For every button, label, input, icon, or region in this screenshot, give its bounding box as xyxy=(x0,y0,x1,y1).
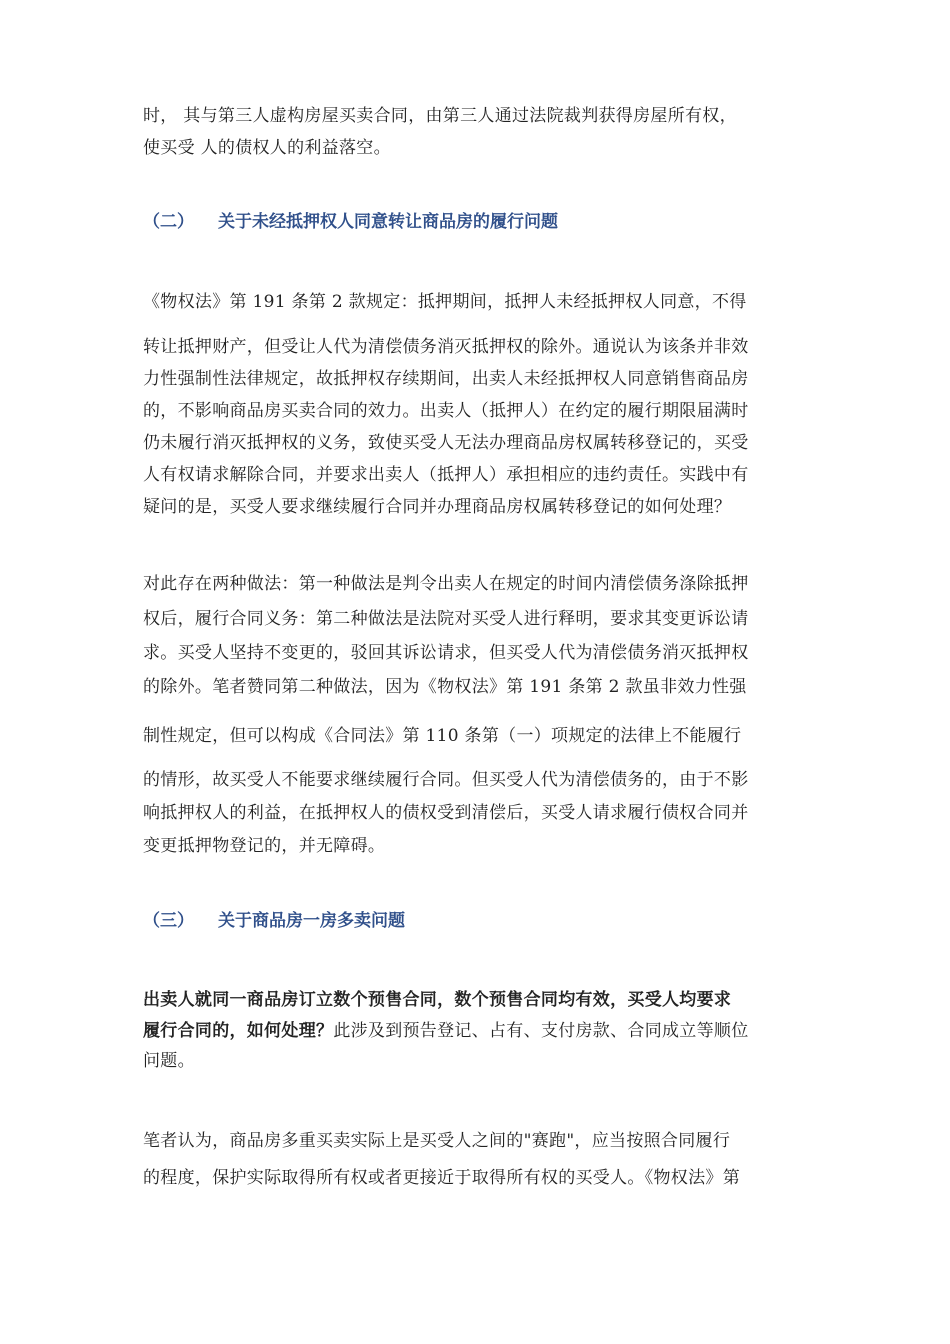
paragraph-line: 求。买受人坚持不变更的，驳回其诉讼请求，但买受人代为清偿债务消灭抵押权 xyxy=(143,643,749,663)
section-title: 关于未经抵押权人同意转让商品房的履行问题 xyxy=(218,212,558,232)
paragraph-line: 的程度，保护实际取得所有权或者更接近于取得所有权的买受人。《物权法》第 xyxy=(143,1168,740,1188)
paragraph-line: 力性强制性法律规定，故抵押权存续期间，出卖人未经抵押权人同意销售商品房 xyxy=(143,369,749,389)
paragraph-line: 出卖人就同一商品房订立数个预售合同，数个预售合同均有效，买受人均要求 xyxy=(143,990,732,1010)
paragraph-line: 响抵押权人的利益，在抵押权人的债权受到清偿后，买受人请求履行债权合同并 xyxy=(143,803,749,823)
paragraph-line: 人有权请求解除合同，并要求出卖人（抵押人）承担相应的违约责任。实践中有 xyxy=(143,465,749,485)
paragraph-line: 对此存在两种做法：第一种做法是判令出卖人在规定的时间内清偿债务涤除抵押 xyxy=(143,574,749,594)
paragraph-line: 疑问的是，买受人要求继续履行合同并办理商品房权属转移登记的如何处理？ xyxy=(143,497,732,517)
paragraph-line: 仍未履行消灭抵押权的义务，致使买受人无法办理商品房权属转移登记的，买受 xyxy=(143,433,749,453)
paragraph-line: 变更抵押物登记的，并无障碍。 xyxy=(143,836,386,856)
paragraph-line: 的，不影响商品房买卖合同的效力。出卖人（抵押人）在约定的履行期限届满时 xyxy=(143,401,749,421)
paragraph-line: 的除外。笔者赞同第二种做法，因为《物权法》第 191 条第 2 款虽非效力性强 xyxy=(143,677,747,697)
paragraph-line: 使买受 人的债权人的利益落空。 xyxy=(143,138,391,158)
paragraph-line: 转让抵押财产，但受让人代为清偿债务消灭抵押权的除外。通说认为该条并非效 xyxy=(143,337,749,357)
paragraph-line: 笔者认为，商品房多重买卖实际上是买受人之间的"赛跑"，应当按照合同履行 xyxy=(143,1131,731,1151)
paragraph-line: 的情形，故买受人不能要求继续履行合同。但买受人代为清偿债务的，由于不影 xyxy=(143,770,749,790)
section-number: （二） xyxy=(143,212,194,232)
paragraph-line: 《物权法》第 191 条第 2 款规定：抵押期间，抵押人未经抵押权人同意，不得 xyxy=(143,292,747,312)
paragraph-line: 制性规定，但可以构成《合同法》第 110 条第（一）项规定的法律上不能履行 xyxy=(143,726,742,746)
bold-question: 履行合同的，如何处理？ xyxy=(143,1021,334,1041)
section-heading-2 xyxy=(143,209,558,235)
paragraph-text: 此涉及到预告登记、占有、支付房款、合同成立等顺位 xyxy=(333,1021,749,1041)
paragraph-line: 权后，履行合同义务：第二种做法是法院对买受人进行释明，要求其变更诉讼请 xyxy=(143,609,749,629)
paragraph-line: 问题。 xyxy=(143,1051,195,1071)
section-heading-3 xyxy=(143,908,405,934)
section-number: （三） xyxy=(143,911,194,931)
paragraph-line xyxy=(143,1018,749,1044)
paragraph-line: 时， 其与第三人虚构房屋买卖合同，由第三人通过法院裁判获得房屋所有权， xyxy=(143,106,737,126)
section-title: 关于商品房一房多卖问题 xyxy=(218,911,405,931)
